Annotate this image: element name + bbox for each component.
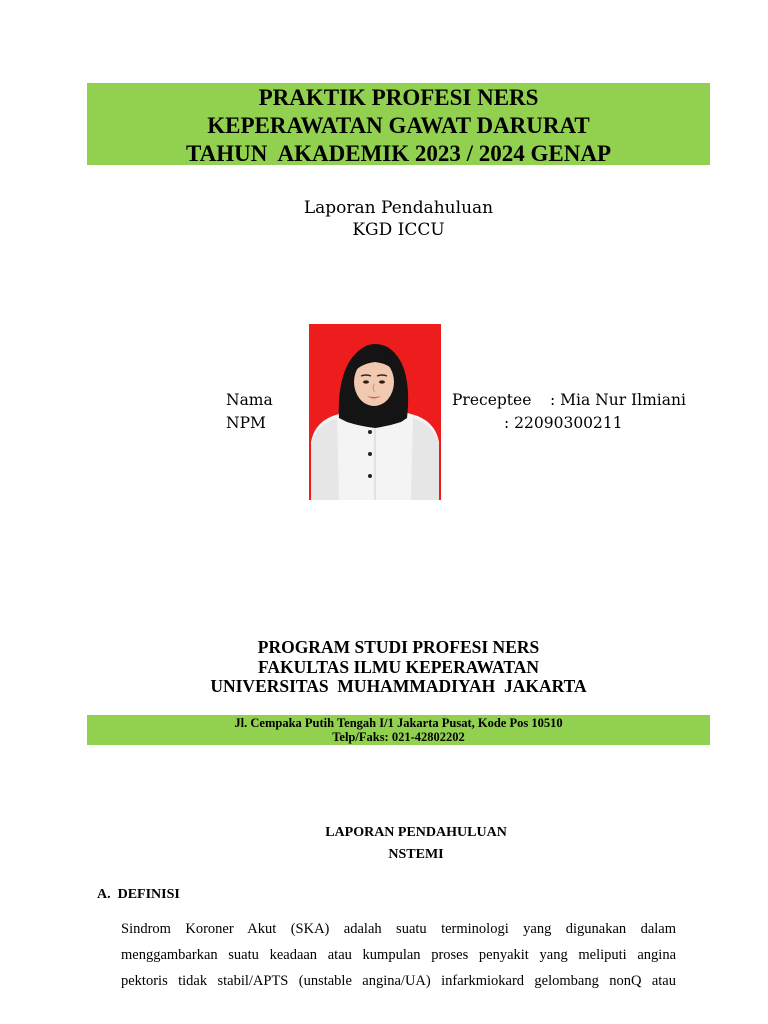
- report-title: LAPORAN PENDAHULUAN: [325, 825, 507, 840]
- title-line-2: KEPERAWATAN GAWAT DARURAT: [207, 113, 590, 138]
- title-banner: [87, 83, 710, 165]
- paragraph-line-2: menggambarkan suatu keadaan atau kumpulan proses penyakit yang meliputi angina: [121, 947, 676, 963]
- address-street: Jl. Cempaka Putih Tengah I/1 Jakarta Pusat, Kode Pos 10510: [234, 716, 563, 730]
- portrait-image: [309, 324, 441, 500]
- title-line-1: PRAKTIK PROFESI NERS: [258, 85, 539, 110]
- report-topic: NSTEMI: [388, 847, 444, 862]
- institution-faculty: FAKULTAS ILMU KEPERAWATAN: [257, 657, 539, 677]
- preceptee-label: Preceptee: [452, 391, 532, 409]
- address-banner: [87, 715, 710, 745]
- title-line-3: TAHUN AKADEMIK 2023 / 2024 GENAP: [185, 141, 612, 166]
- section-heading-definisi: A. DEFINISI: [97, 887, 180, 902]
- paragraph-line-3: pektoris tidak stabil/APTS (unstable angina/UA) infarkmiokard gelombang nonQ atau: [121, 973, 676, 989]
- subtitle-unit: KGD ICCU: [352, 220, 445, 240]
- npm-label: NPM: [226, 414, 266, 432]
- nama-label: Nama: [226, 391, 273, 409]
- student-photo: [309, 324, 441, 500]
- address-phone: Telp/Faks: 021-42802202: [332, 730, 465, 744]
- paragraph-line-1: Sindrom Koroner Akut (SKA) adalah suatu terminologi yang digunakan dalam: [121, 921, 676, 937]
- preceptee-value: : Mia Nur Ilmiani: [550, 391, 686, 409]
- subtitle-report-type: Laporan Pendahuluan: [303, 198, 494, 218]
- npm-value: : 22090300211: [504, 414, 623, 432]
- institution-university: UNIVERSITAS MUHAMMADIYAH JAKARTA: [210, 676, 587, 696]
- institution-program: PROGRAM STUDI PROFESI NERS: [257, 637, 540, 657]
